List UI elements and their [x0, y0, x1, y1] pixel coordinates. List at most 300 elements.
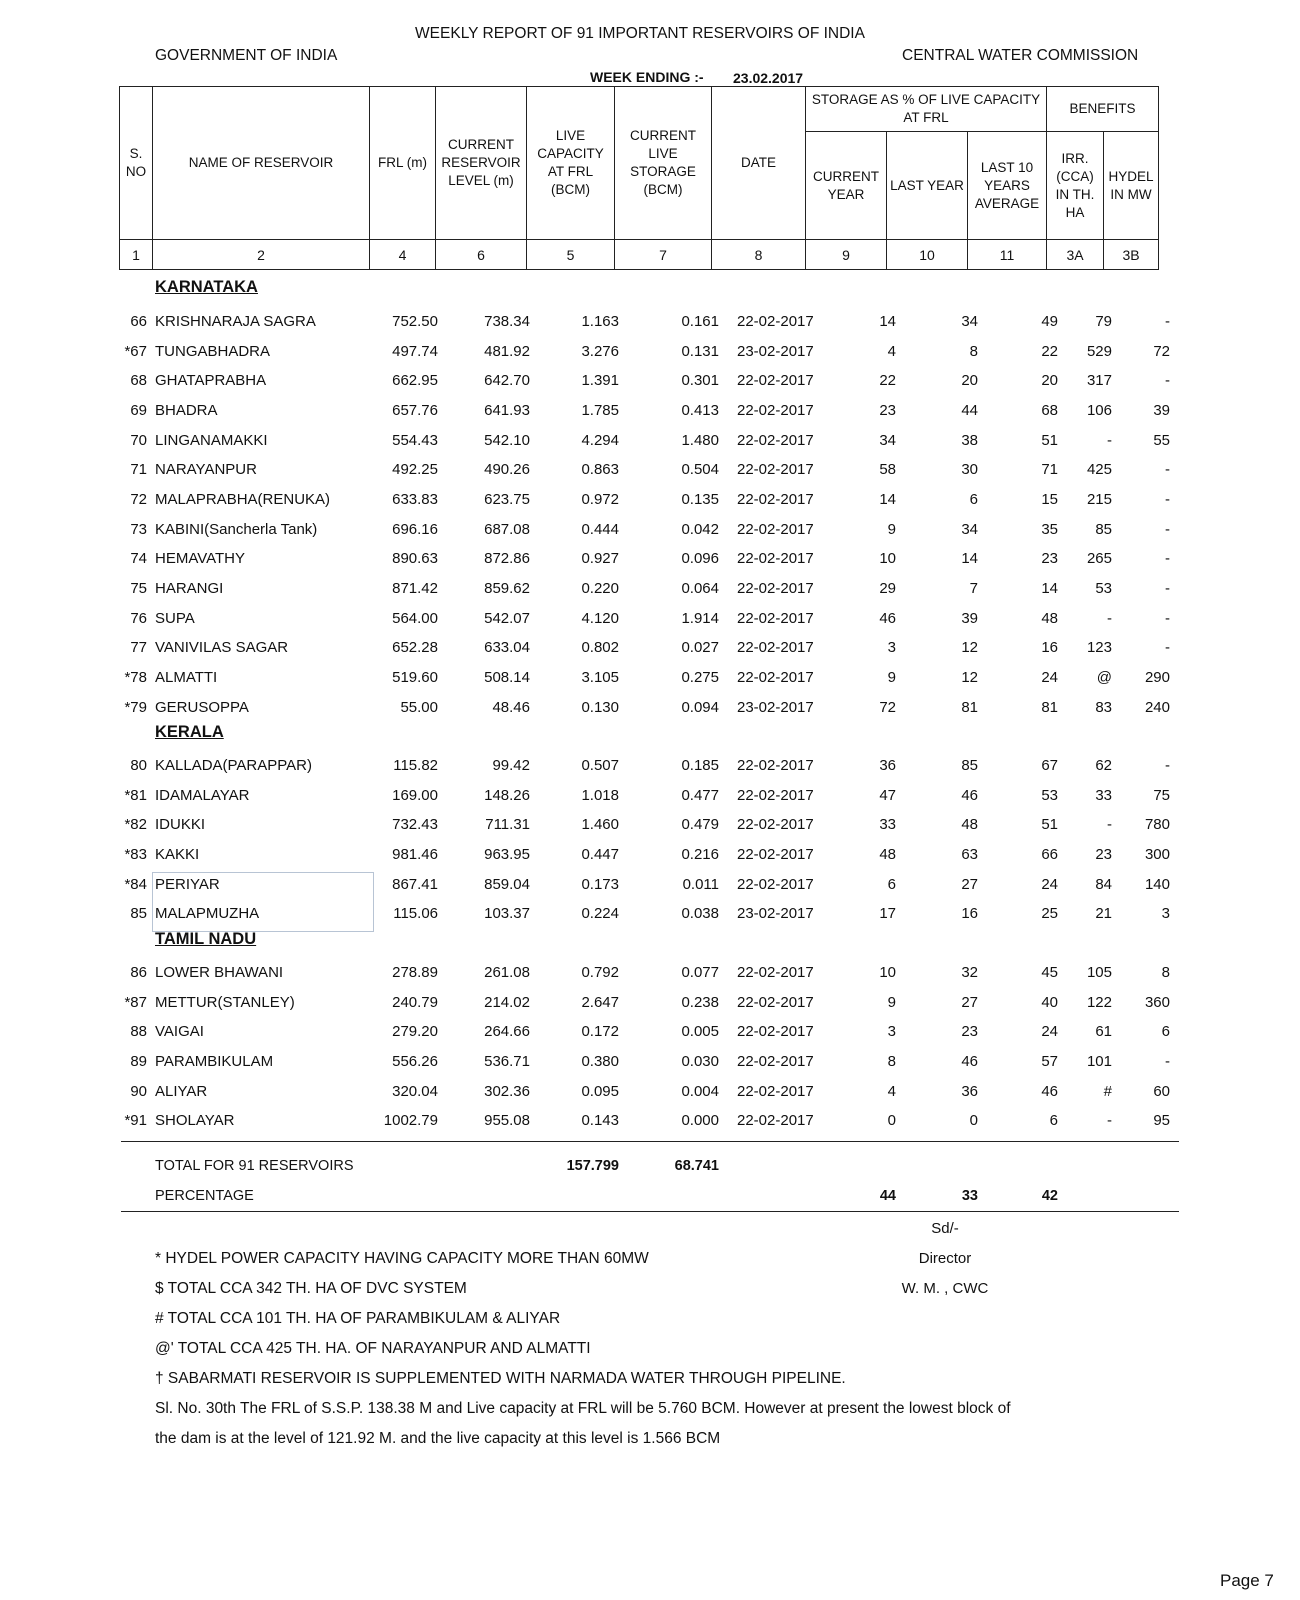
irrigation-cca: 105 [1086, 964, 1112, 981]
percentage-label: PERCENTAGE [155, 1188, 254, 1204]
reservoir-name: BHADRA [155, 401, 218, 419]
current-storage: 0.005 [681, 1023, 719, 1041]
hydel-mw: - [1165, 550, 1170, 568]
irrigation-cca: 61 [1095, 1023, 1112, 1041]
serial-number: 90 [130, 1082, 147, 1100]
report-date: 23-02-2017 [737, 698, 814, 716]
current-level: 738.34 [484, 313, 530, 330]
live-capacity: 0.130 [581, 698, 619, 716]
hydel-mw: 140 [1144, 875, 1170, 893]
hydel-mw: 300 [1144, 846, 1170, 863]
current-level: 99.42 [492, 757, 530, 774]
table-row [0, 635, 1300, 665]
frl-value: 867.41 [392, 875, 438, 893]
live-capacity: 0.447 [581, 846, 619, 863]
reservoir-name: TUNGABHADRA [155, 342, 271, 360]
current-storage: 0.096 [681, 550, 719, 568]
pct-last10-avg: 53 [1041, 786, 1058, 804]
live-capacity: 0.143 [581, 1112, 619, 1130]
reservoir-name: KALLADA(PARAPPAR) [155, 757, 312, 774]
col-crl-header: CURRENT RESERVOIR LEVEL (m) [436, 87, 527, 240]
serial-number: *67 [124, 342, 147, 360]
report-date: 22-02-2017 [737, 1082, 814, 1100]
serial-number: *78 [124, 668, 147, 686]
total-label: TOTAL FOR 91 RESERVOIRS [155, 1158, 354, 1174]
pct-current-year: 33 [879, 816, 896, 834]
live-capacity: 0.927 [581, 550, 619, 568]
current-level: 711.31 [485, 816, 530, 834]
pct-last-year: 12 [961, 668, 978, 686]
pct-current-year: 58 [879, 461, 896, 479]
report-date: 23-02-2017 [737, 342, 814, 360]
footnote: $ TOTAL CCA 342 TH. HA OF DVC SYSTEM [155, 1280, 467, 1297]
report-date: 22-02-2017 [737, 1112, 814, 1130]
current-storage: 0.000 [681, 1112, 719, 1130]
live-capacity: 2.647 [581, 993, 619, 1011]
irrigation-cca: 85 [1095, 520, 1112, 538]
col-cls-header: CURRENT LIVE STORAGE (BCM) [615, 87, 712, 240]
serial-number: 88 [130, 1023, 147, 1041]
report-date: 22-02-2017 [737, 550, 814, 568]
live-capacity: 4.120 [581, 609, 619, 627]
col-number: 11 [968, 240, 1047, 270]
table-row [0, 517, 1300, 547]
pct-current-year: 22 [879, 372, 896, 390]
pct-current-year: 17 [879, 905, 896, 923]
hydel-mw: 3 [1161, 905, 1170, 923]
frl-value: 981.46 [392, 846, 438, 863]
pct-last-year: 16 [961, 905, 978, 923]
serial-number: 69 [130, 401, 147, 419]
current-level: 872.86 [484, 550, 530, 568]
current-level: 963.95 [484, 846, 530, 863]
pct-last-year: 46 [961, 1053, 978, 1070]
pct-last10-avg: 57 [1041, 1053, 1058, 1070]
hydel-mw: - [1165, 461, 1170, 479]
pct-last-year: 34 [961, 313, 978, 330]
irrigation-cca: 83 [1095, 698, 1112, 716]
live-capacity: 0.507 [581, 757, 619, 774]
current-level: 642.70 [484, 372, 530, 390]
hydel-mw: 39 [1153, 401, 1170, 419]
live-capacity: 0.380 [581, 1053, 619, 1070]
current-level: 542.10 [484, 431, 530, 449]
irrigation-cca: # [1103, 1082, 1112, 1100]
irrigation-cca: - [1107, 431, 1112, 449]
pct-last10-avg: 35 [1041, 520, 1058, 538]
frl-value: 55.00 [400, 698, 438, 716]
pct-last10-avg: 24 [1041, 1023, 1058, 1041]
report-date: 22-02-2017 [737, 964, 814, 981]
reservoir-name: VANIVILAS SAGAR [155, 639, 289, 657]
footnote: # TOTAL CCA 101 TH. HA OF PARAMBIKULAM & ALIYAR [155, 1310, 561, 1327]
reservoir-name: PARAMBIKULAM [155, 1053, 274, 1070]
frl-value: 633.83 [392, 490, 438, 508]
frl-value: 652.28 [392, 639, 438, 657]
col-frl-header: FRL (m) [370, 87, 436, 240]
current-storage: 0.185 [681, 757, 719, 774]
frl-value: 278.89 [392, 964, 438, 981]
live-capacity: 1.018 [581, 786, 619, 804]
live-capacity: 0.792 [581, 964, 619, 981]
pct-current-year: 9 [887, 993, 896, 1011]
week-ending-label: WEEK ENDING :- [590, 69, 704, 85]
report-date: 22-02-2017 [737, 639, 814, 657]
live-capacity: 0.173 [581, 875, 619, 893]
pct-last-year: 85 [961, 757, 978, 774]
serial-number: *91 [124, 1112, 147, 1130]
table-row [0, 368, 1300, 398]
current-level: 103.37 [484, 905, 530, 923]
serial-number: 86 [130, 964, 147, 981]
live-capacity: 1.460 [581, 816, 619, 834]
serial-number: 73 [130, 520, 147, 538]
reservoir-name: HARANGI [155, 579, 224, 597]
live-capacity: 0.444 [581, 520, 619, 538]
hydel-mw: 8 [1161, 964, 1170, 981]
current-storage: 0.030 [681, 1053, 719, 1070]
government-label: GOVERNMENT OF INDIA [155, 47, 338, 64]
pct-current-year: 4 [887, 342, 896, 360]
hydel-mw: 290 [1144, 668, 1170, 686]
pct-last10-avg: 24 [1041, 875, 1058, 893]
col-number: 4 [370, 240, 436, 270]
hydel-mw: - [1165, 372, 1170, 390]
pct-last10-avg: 67 [1041, 757, 1058, 774]
report-date: 22-02-2017 [737, 609, 814, 627]
pct-current-year: 3 [887, 639, 896, 657]
report-date: 22-02-2017 [737, 520, 814, 538]
current-storage: 1.480 [681, 431, 719, 449]
table-row [0, 812, 1300, 842]
current-level: 148.26 [484, 786, 530, 804]
pct-current-year: 0 [887, 1112, 896, 1130]
current-level: 542.07 [484, 609, 530, 627]
reservoir-name: VAIGAI [155, 1023, 204, 1041]
irrigation-cca: - [1107, 816, 1112, 834]
irrigation-cca: 529 [1086, 342, 1112, 360]
current-storage: 0.064 [681, 579, 719, 597]
serial-number: 72 [130, 490, 147, 508]
hydel-mw: 360 [1144, 993, 1170, 1011]
col-sno-header: S. NO [120, 87, 153, 240]
frl-value: 556.26 [392, 1053, 438, 1070]
reservoir-name: LINGANAMAKKI [155, 431, 268, 449]
serial-number: 68 [130, 372, 147, 390]
pct-last10-avg: 16 [1041, 639, 1058, 657]
current-storage: 0.077 [681, 964, 719, 981]
irrigation-cca: 79 [1095, 313, 1112, 330]
table-row [0, 487, 1300, 517]
reservoir-name: GHATAPRABHA [155, 372, 267, 390]
current-storage: 0.477 [681, 786, 719, 804]
frl-value: 279.20 [392, 1023, 438, 1041]
reservoir-name: GERUSOPPA [155, 698, 249, 716]
report-date: 22-02-2017 [737, 875, 814, 893]
col-number: 5 [527, 240, 615, 270]
pct-last10-avg: 14 [1041, 579, 1058, 597]
col-current-year-header: CURRENT YEAR [806, 132, 887, 240]
hydel-mw: 6 [1161, 1023, 1170, 1041]
table-row [0, 990, 1300, 1020]
reservoir-name: NARAYANPUR [155, 461, 257, 479]
pct-last10-avg: 22 [1041, 342, 1058, 360]
table-row [0, 457, 1300, 487]
frl-value: 732.43 [392, 816, 438, 834]
current-storage: 0.301 [681, 372, 719, 390]
table-row [0, 606, 1300, 636]
current-level: 490.26 [484, 461, 530, 479]
current-level: 641.93 [484, 401, 530, 419]
reservoir-name: IDUKKI [155, 816, 206, 834]
hydel-mw: - [1165, 609, 1170, 627]
pct-last10-avg: 45 [1041, 964, 1058, 981]
reservoir-name: METTUR(STANLEY) [155, 993, 295, 1011]
totals-bottom-rule [121, 1211, 1179, 1212]
pct-current-year: 9 [887, 520, 896, 538]
pct-last-year: 81 [961, 698, 978, 716]
table-bottom-rule [121, 1141, 1179, 1142]
serial-number: 89 [130, 1053, 147, 1070]
table-row [0, 1108, 1300, 1138]
footnote: the dam is at the level of 121.92 M. and the live capacity at this level is 1.566 BCM [155, 1430, 721, 1447]
live-capacity: 0.220 [581, 579, 619, 597]
pct-current-year: 72 [879, 698, 896, 716]
serial-number: 66 [130, 313, 147, 330]
footnote: @' TOTAL CCA 425 TH. HA. OF NARAYANPUR AND ALMATTI [155, 1340, 591, 1357]
serial-number: *79 [124, 698, 147, 716]
current-storage: 0.131 [681, 342, 719, 360]
table-row [0, 960, 1300, 990]
col-number: 3A [1047, 240, 1104, 270]
serial-number: *81 [124, 786, 147, 804]
current-level: 633.04 [484, 639, 530, 657]
report-date: 22-02-2017 [737, 846, 814, 863]
total-current-storage: 68.741 [674, 1158, 719, 1174]
pct-last-year: 12 [961, 639, 978, 657]
table-row [0, 1019, 1300, 1049]
report-date: 22-02-2017 [737, 1023, 814, 1041]
pct-last-year: 20 [961, 372, 978, 390]
report-date: 22-02-2017 [737, 372, 814, 390]
serial-number: *83 [124, 846, 147, 863]
pct-last-year: 0 [969, 1112, 978, 1130]
live-capacity: 0.972 [581, 490, 619, 508]
frl-value: 497.74 [392, 342, 438, 360]
current-level: 481.92 [484, 342, 530, 360]
current-level: 302.36 [484, 1082, 530, 1100]
current-storage: 0.413 [681, 401, 719, 419]
table-row [0, 1049, 1300, 1079]
serial-number: 74 [130, 550, 147, 568]
report-date: 22-02-2017 [737, 993, 814, 1011]
pct-current-year: 14 [879, 313, 896, 330]
pct-last-year: 23 [961, 1023, 978, 1041]
col-number: 10 [887, 240, 968, 270]
pct-current-year: 48 [879, 846, 896, 863]
pct-last10-avg: 6 [1049, 1112, 1058, 1130]
hydel-mw: 95 [1153, 1112, 1170, 1130]
pct-current-year: 9 [887, 668, 896, 686]
col-last10-header: LAST 10 YEARS AVERAGE [968, 132, 1047, 240]
pct-last10-avg: 46 [1041, 1082, 1058, 1100]
col-number: 6 [436, 240, 527, 270]
current-level: 623.75 [484, 490, 530, 508]
table-row [0, 665, 1300, 695]
live-capacity: 3.105 [581, 668, 619, 686]
table-row [0, 339, 1300, 369]
current-level: 261.08 [484, 964, 530, 981]
serial-number: 71 [130, 461, 147, 479]
col-irr-header: IRR. (CCA) IN TH. HA [1047, 132, 1104, 240]
pct-last10-avg: 40 [1041, 993, 1058, 1011]
hydel-mw: - [1165, 313, 1170, 330]
hydel-mw: - [1165, 1053, 1170, 1070]
pct-last-year: 27 [961, 993, 978, 1011]
frl-value: 169.00 [392, 786, 438, 804]
report-date: 22-02-2017 [737, 816, 814, 834]
reservoir-name: MALAPMUZHA [155, 905, 260, 923]
table-row [0, 783, 1300, 813]
current-storage: 1.914 [681, 609, 719, 627]
state-heading: TAMIL NADU [155, 930, 257, 948]
irrigation-cca: 265 [1086, 550, 1112, 568]
live-capacity: 3.276 [581, 342, 619, 360]
hydel-mw: 60 [1153, 1082, 1170, 1100]
current-storage: 0.161 [681, 313, 719, 330]
irrigation-cca: 122 [1086, 993, 1112, 1011]
pct-current-year: 10 [879, 964, 896, 981]
pct-last10-avg: 49 [1041, 313, 1058, 330]
reservoir-name: HEMAVATHY [155, 550, 246, 568]
pct-last-year: 30 [961, 461, 978, 479]
serial-number: *82 [124, 816, 147, 834]
footnote: † SABARMATI RESERVOIR IS SUPPLEMENTED WITH NARMADA WATER THROUGH PIPELINE. [155, 1370, 846, 1387]
current-level: 536.71 [484, 1053, 530, 1070]
col-number: 9 [806, 240, 887, 270]
reservoir-name: SUPA [155, 609, 195, 627]
frl-value: 752.50 [392, 313, 438, 330]
column-header-table [119, 86, 1159, 270]
current-level: 264.66 [484, 1023, 530, 1041]
report-date: 23-02-2017 [737, 905, 814, 923]
pct-current-year: 36 [879, 757, 896, 774]
reservoir-name: KRISHNARAJA SAGRA [155, 313, 316, 330]
col-date-header: DATE [712, 87, 806, 240]
irrigation-cca: 215 [1086, 490, 1112, 508]
hydel-mw: 240 [1144, 698, 1170, 716]
frl-value: 871.42 [392, 579, 438, 597]
report-date: 22-02-2017 [737, 579, 814, 597]
frl-value: 115.06 [393, 905, 438, 923]
irrigation-cca: 23 [1095, 846, 1112, 863]
hydel-mw: - [1165, 757, 1170, 774]
reservoir-name: SHOLAYAR [155, 1112, 235, 1130]
irrigation-cca: 53 [1095, 579, 1112, 597]
pct-last-year: 39 [961, 609, 978, 627]
irrigation-cca: 84 [1095, 875, 1112, 893]
report-date: 22-02-2017 [737, 757, 814, 774]
state-heading: KARNATAKA [155, 278, 258, 296]
hydel-mw: - [1165, 490, 1170, 508]
table-row [0, 309, 1300, 339]
current-storage: 0.479 [681, 816, 719, 834]
reservoir-name: IDAMALAYAR [155, 786, 250, 804]
col-number: 8 [712, 240, 806, 270]
current-level: 508.14 [484, 668, 530, 686]
current-level: 48.46 [492, 698, 530, 716]
pct-last10-avg: 68 [1041, 401, 1058, 419]
percentage-last-year: 33 [961, 1188, 978, 1204]
frl-value: 1002.79 [383, 1112, 438, 1130]
current-storage: 0.094 [681, 698, 719, 716]
table-row [0, 576, 1300, 606]
frl-value: 696.16 [392, 520, 438, 538]
footnote: * HYDEL POWER CAPACITY HAVING CAPACITY MORE THAN 60MW [155, 1250, 649, 1267]
table-row [0, 398, 1300, 428]
col-name-header: NAME OF RESERVOIR [153, 87, 370, 240]
table-row [0, 753, 1300, 783]
current-level: 214.02 [484, 993, 530, 1011]
current-storage: 0.275 [681, 668, 719, 686]
serial-number: *84 [124, 875, 147, 893]
irrigation-cca: 317 [1086, 372, 1112, 390]
pct-last-year: 6 [969, 490, 978, 508]
table-row [0, 546, 1300, 576]
col-number: 1 [120, 240, 153, 270]
pct-last-year: 44 [961, 401, 978, 419]
irrigation-cca: 62 [1095, 757, 1112, 774]
hydel-mw: - [1165, 520, 1170, 538]
reservoir-name: ALMATTI [155, 668, 218, 686]
current-storage: 0.135 [681, 490, 719, 508]
serial-number: 77 [130, 639, 147, 657]
irrigation-cca: 33 [1095, 786, 1112, 804]
current-storage: 0.038 [681, 905, 719, 923]
current-level: 859.04 [484, 875, 530, 893]
col-number: 3B [1104, 240, 1159, 270]
irrigation-cca: - [1107, 609, 1112, 627]
live-capacity: 0.224 [581, 905, 619, 923]
col-hydel-header: HYDEL IN MW [1104, 132, 1159, 240]
current-storage: 0.042 [681, 520, 719, 538]
serial-number: 75 [130, 579, 147, 597]
col-number: 2 [153, 240, 370, 270]
irrigation-cca: 101 [1086, 1053, 1112, 1070]
pct-last-year: 46 [961, 786, 978, 804]
pct-last10-avg: 20 [1041, 372, 1058, 390]
hydel-mw: 55 [1153, 431, 1170, 449]
report-date: 22-02-2017 [737, 1053, 814, 1070]
report-date: 22-02-2017 [737, 461, 814, 479]
table-row [0, 1079, 1300, 1109]
irrigation-cca: 425 [1086, 461, 1112, 479]
irrigation-cca: - [1107, 1112, 1112, 1130]
report-date: 22-02-2017 [737, 401, 814, 419]
table-row [0, 901, 1300, 931]
table-row [0, 872, 1300, 902]
reservoir-name: KABINI(Sancherla Tank) [155, 520, 318, 538]
report-date: 22-02-2017 [737, 490, 814, 508]
current-storage: 0.027 [681, 639, 719, 657]
pct-last-year: 32 [961, 964, 978, 981]
pct-last10-avg: 66 [1041, 846, 1058, 863]
signature-office: W. M. , CWC [901, 1280, 989, 1297]
hydel-mw: 780 [1144, 816, 1170, 834]
pct-current-year: 4 [887, 1082, 896, 1100]
frl-value: 554.43 [392, 431, 438, 449]
live-capacity: 4.294 [581, 431, 619, 449]
